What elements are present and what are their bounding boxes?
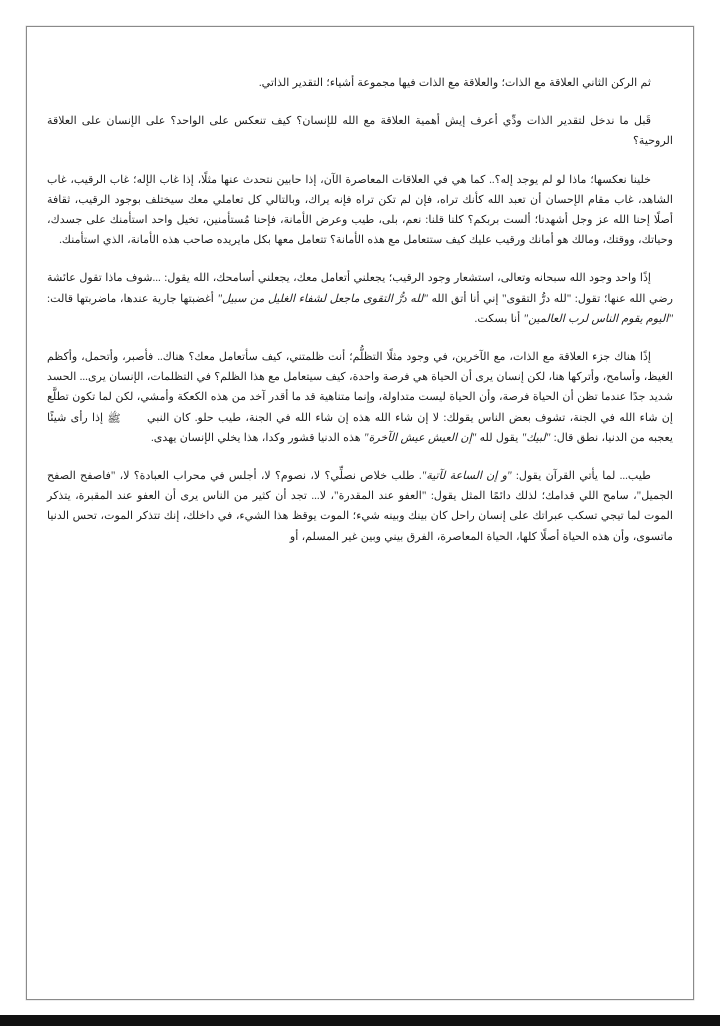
paragraph-6 (47, 466, 673, 547)
body-text-run: إذًا هناك جزء العلاقة مع الذات، مع الآخرين، في وجود مثلًا التظلُّم؛ أنت ظلمتني، كيف سأتعامل معك؟ هناك.. فأصبر، وأتحمل، وأكظم الغيظ، وأسامح، وأتركها هنا، لكن إنسان يرى أن الحياة هي فرصة واحدة، كيف سيتعامل مع هذا الظلم؟ في التظلمات، الإنسان يرى... الحسد شديد جدًا عندما تظن أن الحياة فرصة، وأن الحياة ليست متداولة، وإنما متناهية قد ما أقدر آخد من هذه الكعكة وأمشي، لكن لما تكون تطلَّع إن شاء الله في الجنة، تشوف بعض الناس يقولك: لا إن شاء الله هذه إن شاء الله في الجنة، طيب حلو. كان النبي (47, 351, 673, 424)
capture-bottom-bar (0, 1015, 720, 1026)
document-page (26, 26, 694, 1000)
quoted-italic-text: "اليوم يقوم الناس لرب العالمين" (523, 312, 673, 325)
paragraph-4 (47, 268, 673, 329)
paragraph-2: قَبل ما ندخل لتقدير الذات ودِّي أعرف إيش أهمية العلاقة مع الله للإنسان؟ كيف تنعكس على الواحد؟ على الإنسان على العلاقة الروحية؟ (47, 115, 673, 148)
document-text-body (47, 73, 673, 565)
body-text-run: إذا رأى شيئًا يعجبه من الدنيا، نطق قال: (47, 411, 673, 444)
paragraph-5 (47, 347, 673, 448)
body-text-run: هذه الدنيا قشور وكدا، هذا يخلي الإنسان يهدى. (150, 431, 364, 444)
body-text-run: إذًا واحد وجود الله سبحانه وتعالى، استشعار وجود الرقيب؛ يجعلني أتعامل معك، يجعلني أسامحك، الله يقول: ...شوف ماذا تقول عائشة رضي الله عنها؛ تقول: "لله درُّ التقوى" إني أنا أتق الله (47, 272, 673, 305)
sallallahu-alayhi-wasallam-glyph: ﷺ (107, 412, 121, 425)
paragraph-1: ثم الركن الثاني العلاقة مع الذات؛ والعلاقة مع الذات فيها مجموعة أشياء؛ التقدير الذاتي. (258, 77, 651, 89)
quoted-italic-text: "و إن الساعة لآتية" (421, 470, 512, 483)
paragraph-3: خلينا نعكسها؛ ماذا لو لم يوجد إله؟.. كما هي في العلاقات المعاصرة الآن، إذا حابين نتحدث عنها مثلًا، إذا غاب الإله؛ غاب الرقيب، غاب الشاهد، غاب مقام الإحسان أن تعبد الله كأنك تراه، فإن لم تكن تراه فإنه يراك، وبالتالي كل تعاملي معك سيختلف بوجود الرقيب، ثقافة أصلًا إحنا الله عز وجل أشهدنا؛ ألست بربكم؟ كلنا قلنا: نعم، بلى، طيب وعرض الأمانة، فإحنا مُستأمنين، تخيل واحد استأمنك على جسدك، وحياتك، ووقتك، ومالك هو أمانك ورقيب عليك كيف ستتعامل مع هذه الأمانة؟ تتعامل معها بكل مايريده صاحب هذه الأمانة، الذي استأمنك. (47, 173, 673, 247)
body-text-run: أنا بسكت. (474, 312, 524, 325)
quoted-italic-text: "لله درُّ التقوى ماجعل لشفاء الغليل من سبيل" (217, 292, 428, 305)
quoted-italic-text: "إن العيش عيش الآخرة" (363, 431, 477, 444)
body-text-run: . طلب خلاص نصلِّي؟ لا، نصوم؟ لا، أجلس في محراب العبادة؟ لا، "فاصفح الصفح الجميل"، سامح اللي قدامك؛ لذلك دائمًا المثل يقول: "العفو عند المقدرة"، لا... تجد أن كثير من الناس يرى أن العفو عند المقبرة، يتذكر الموت لما تيجي تسكب عبراتك على إنسان راحل كان بينك وبينه شيء؛ الموت يوقظ هذا الشيء، في داخلك، إنك تتذكر الموت، تحس الدنيا ماتسوى، وأن هذه الحياة أصلًا كلها، الحياة المعاصرة، الفرق بيني وبين غير المسلم، أو (47, 470, 673, 543)
body-text-run: طيب... لما يأتي القرآن يقول: (511, 470, 651, 483)
quoted-italic-text: "لبيك" (521, 431, 551, 444)
body-text-run: يقول لله (476, 431, 522, 444)
body-text-run: أغضبتها جارية عندها، ماضربتها قالت: (47, 292, 218, 305)
